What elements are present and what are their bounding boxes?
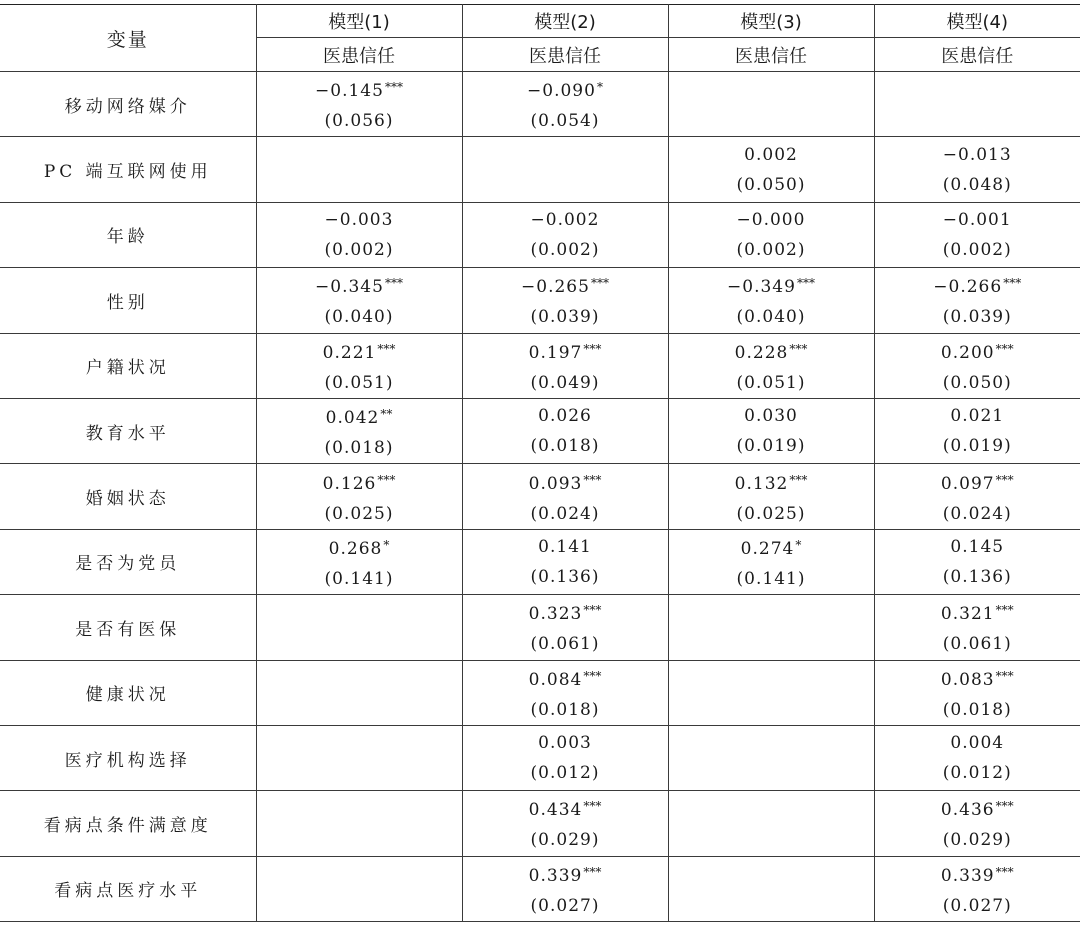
coefficient bbox=[463, 532, 668, 562]
model-4-cell bbox=[874, 202, 1080, 267]
standard-error: (0.050) bbox=[942, 372, 1012, 393]
significance-stars: *** bbox=[583, 472, 602, 487]
coefficient-value: −0.349 bbox=[727, 277, 796, 298]
model-1-cell bbox=[256, 398, 462, 463]
regression-table bbox=[0, 4, 1080, 922]
coefficient bbox=[669, 530, 874, 564]
table-row bbox=[0, 791, 1080, 856]
standard-error: (0.002) bbox=[530, 239, 600, 260]
coefficient-value: 0.268 bbox=[328, 538, 383, 559]
standard-error: (0.048) bbox=[942, 174, 1012, 195]
table-row bbox=[0, 856, 1080, 921]
standard-error: (0.056) bbox=[324, 111, 394, 132]
standard-error: (0.061) bbox=[942, 634, 1012, 655]
model-4-cell bbox=[874, 791, 1080, 856]
significance-stars: *** bbox=[995, 603, 1014, 618]
coefficient bbox=[257, 530, 462, 564]
coefficient-value: 0.097 bbox=[940, 473, 995, 494]
standard-error: (0.019) bbox=[736, 436, 806, 457]
table-row bbox=[0, 398, 1080, 463]
coefficient-value: 0.026 bbox=[538, 406, 592, 427]
variable-name: 年龄 bbox=[0, 202, 256, 267]
model-2-cell bbox=[462, 725, 668, 790]
coefficient bbox=[257, 334, 462, 368]
model-2-header: 模型(2) bbox=[462, 5, 668, 38]
significance-stars: *** bbox=[796, 276, 815, 291]
significance-stars: *** bbox=[789, 341, 808, 356]
standard-error: (0.039) bbox=[942, 307, 1012, 328]
model-4-cell bbox=[874, 725, 1080, 790]
standard-error: (0.054) bbox=[530, 111, 600, 132]
model-3-cell bbox=[668, 464, 874, 529]
model-1-cell bbox=[256, 856, 462, 921]
variable-name: 移动网络媒介 bbox=[0, 72, 256, 137]
coefficient-value: 0.002 bbox=[744, 144, 798, 165]
model-1-dependent-variable: 医患信任 bbox=[256, 38, 462, 72]
significance-stars: *** bbox=[583, 799, 602, 814]
standard-error: (0.018) bbox=[530, 436, 600, 457]
coefficient-value: 0.197 bbox=[528, 342, 583, 363]
model-3-cell bbox=[668, 791, 874, 856]
model-4-dependent-variable: 医患信任 bbox=[874, 38, 1080, 72]
significance-stars: *** bbox=[995, 472, 1014, 487]
coefficient bbox=[875, 595, 1080, 629]
coefficient bbox=[875, 532, 1080, 562]
model-3-cell bbox=[668, 529, 874, 594]
coefficient-value: 0.200 bbox=[940, 342, 995, 363]
variable-name: 性别 bbox=[0, 268, 256, 333]
standard-error: (0.049) bbox=[530, 372, 600, 393]
standard-error: (0.002) bbox=[736, 239, 806, 260]
model-2-cell bbox=[462, 791, 668, 856]
coefficient bbox=[463, 728, 668, 758]
coefficient bbox=[463, 72, 668, 106]
coefficient-value: 0.030 bbox=[744, 406, 798, 427]
standard-error: (0.039) bbox=[530, 307, 600, 328]
coefficient bbox=[257, 72, 462, 106]
standard-error: (0.040) bbox=[324, 307, 394, 328]
standard-error: (0.141) bbox=[324, 568, 394, 589]
model-1-cell bbox=[256, 791, 462, 856]
standard-error: (0.019) bbox=[942, 436, 1012, 457]
model-4-cell bbox=[874, 595, 1080, 660]
coefficient-value: 0.021 bbox=[950, 406, 1005, 427]
model-2-cell bbox=[462, 660, 668, 725]
model-2-cell bbox=[462, 529, 668, 594]
model-3-header: 模型(3) bbox=[668, 5, 874, 38]
standard-error: (0.024) bbox=[530, 503, 600, 524]
coefficient bbox=[669, 465, 874, 499]
model-2-cell bbox=[462, 202, 668, 267]
standard-error: (0.051) bbox=[324, 372, 394, 393]
significance-stars: *** bbox=[995, 799, 1014, 814]
coefficient-value: −0.145 bbox=[315, 81, 384, 102]
model-4-cell bbox=[874, 529, 1080, 594]
coefficient-value: 0.323 bbox=[528, 604, 583, 625]
significance-stars: ** bbox=[380, 407, 393, 422]
coefficient bbox=[875, 401, 1080, 431]
significance-stars: *** bbox=[590, 276, 609, 291]
significance-stars: *** bbox=[995, 341, 1014, 356]
coefficient-value: −0.003 bbox=[324, 209, 394, 230]
table-row bbox=[0, 660, 1080, 725]
coefficient bbox=[463, 205, 668, 235]
model-4-cell bbox=[874, 137, 1080, 202]
significance-stars: *** bbox=[583, 864, 602, 879]
model-4-cell bbox=[874, 72, 1080, 137]
coefficient-value: −0.001 bbox=[942, 209, 1012, 230]
standard-error: (0.027) bbox=[942, 895, 1012, 916]
table-row bbox=[0, 137, 1080, 202]
standard-error: (0.051) bbox=[736, 372, 806, 393]
coefficient bbox=[875, 857, 1080, 891]
model-1-cell bbox=[256, 595, 462, 660]
coefficient bbox=[669, 205, 874, 235]
standard-error: (0.050) bbox=[736, 174, 806, 195]
model-1-cell bbox=[256, 137, 462, 202]
coefficient bbox=[669, 140, 874, 170]
standard-error: (0.136) bbox=[530, 566, 600, 587]
significance-stars: *** bbox=[377, 472, 396, 487]
variable-name: 教育水平 bbox=[0, 398, 256, 463]
coefficient-value: 0.004 bbox=[950, 733, 1005, 754]
table-row bbox=[0, 72, 1080, 137]
variable-name: 看病点条件满意度 bbox=[0, 791, 256, 856]
model-1-cell bbox=[256, 529, 462, 594]
standard-error: (0.040) bbox=[736, 307, 806, 328]
coefficient-value: −0.345 bbox=[315, 277, 384, 298]
table-row bbox=[0, 268, 1080, 333]
coefficient bbox=[669, 401, 874, 431]
variable-name: 婚姻状态 bbox=[0, 464, 256, 529]
coefficient bbox=[257, 205, 462, 235]
model-1-cell bbox=[256, 464, 462, 529]
model-4-cell bbox=[874, 856, 1080, 921]
variable-name: 是否有医保 bbox=[0, 595, 256, 660]
coefficient bbox=[257, 399, 462, 433]
standard-error: (0.024) bbox=[942, 503, 1012, 524]
significance-stars: *** bbox=[1003, 276, 1022, 291]
coefficient bbox=[669, 268, 874, 302]
coefficient-value: −0.013 bbox=[942, 144, 1012, 165]
model-2-cell bbox=[462, 268, 668, 333]
standard-error: (0.002) bbox=[942, 239, 1012, 260]
coefficient bbox=[257, 268, 462, 302]
standard-error: (0.029) bbox=[530, 830, 600, 851]
model-4-header: 模型(4) bbox=[874, 5, 1080, 38]
table-header bbox=[0, 5, 1080, 72]
significance-stars: *** bbox=[583, 668, 602, 683]
coefficient-value: 0.339 bbox=[940, 865, 995, 886]
model-1-cell bbox=[256, 72, 462, 137]
model-4-cell bbox=[874, 333, 1080, 398]
standard-error: (0.025) bbox=[324, 503, 394, 524]
coefficient-value: 0.436 bbox=[940, 800, 995, 821]
significance-stars: * bbox=[383, 537, 390, 552]
table-row bbox=[0, 595, 1080, 660]
coefficient bbox=[875, 661, 1080, 695]
coefficient-value: 0.042 bbox=[325, 408, 380, 429]
variable-column-header: 变量 bbox=[0, 5, 256, 72]
model-3-cell bbox=[668, 333, 874, 398]
model-3-cell bbox=[668, 660, 874, 725]
coefficient-value: 0.141 bbox=[538, 536, 592, 557]
significance-stars: * bbox=[795, 537, 802, 552]
model-4-cell bbox=[874, 268, 1080, 333]
coefficient-value: 0.228 bbox=[734, 342, 789, 363]
model-1-cell bbox=[256, 333, 462, 398]
header-row-models bbox=[0, 5, 1080, 38]
coefficient bbox=[463, 791, 668, 825]
variable-name: 健康状况 bbox=[0, 660, 256, 725]
significance-stars: * bbox=[596, 80, 603, 95]
standard-error: (0.141) bbox=[736, 568, 806, 589]
coefficient-value: −0.002 bbox=[530, 209, 600, 230]
coefficient-value: 0.434 bbox=[528, 800, 583, 821]
coefficient bbox=[463, 334, 668, 368]
coefficient-value: 0.132 bbox=[734, 473, 789, 494]
significance-stars: *** bbox=[583, 341, 602, 356]
model-4-cell bbox=[874, 398, 1080, 463]
coefficient bbox=[463, 595, 668, 629]
standard-error: (0.002) bbox=[324, 239, 394, 260]
model-3-cell bbox=[668, 202, 874, 267]
standard-error: (0.012) bbox=[530, 763, 600, 784]
coefficient bbox=[257, 465, 462, 499]
coefficient bbox=[463, 401, 668, 431]
coefficient-value: −0.000 bbox=[736, 209, 806, 230]
standard-error: (0.012) bbox=[942, 763, 1012, 784]
standard-error: (0.061) bbox=[530, 634, 600, 655]
coefficient-value: −0.266 bbox=[933, 277, 1003, 298]
coefficient-value: −0.265 bbox=[521, 277, 590, 298]
table-row bbox=[0, 202, 1080, 267]
model-3-cell bbox=[668, 137, 874, 202]
model-3-cell bbox=[668, 268, 874, 333]
significance-stars: *** bbox=[583, 603, 602, 618]
significance-stars: *** bbox=[377, 341, 396, 356]
standard-error: (0.025) bbox=[736, 503, 806, 524]
coefficient-value: 0.126 bbox=[322, 473, 377, 494]
coefficient bbox=[875, 791, 1080, 825]
model-1-header: 模型(1) bbox=[256, 5, 462, 38]
model-3-cell bbox=[668, 398, 874, 463]
coefficient bbox=[669, 334, 874, 368]
variable-name: 医疗机构选择 bbox=[0, 725, 256, 790]
coefficient-value: 0.274 bbox=[740, 538, 795, 559]
model-1-cell bbox=[256, 660, 462, 725]
coefficient-value: 0.083 bbox=[940, 669, 995, 690]
model-3-dependent-variable: 医患信任 bbox=[668, 38, 874, 72]
coefficient bbox=[463, 661, 668, 695]
model-3-cell bbox=[668, 72, 874, 137]
variable-name: 是否为党员 bbox=[0, 529, 256, 594]
standard-error: (0.018) bbox=[942, 699, 1012, 720]
coefficient bbox=[875, 140, 1080, 170]
significance-stars: *** bbox=[384, 276, 403, 291]
coefficient bbox=[875, 334, 1080, 368]
coefficient-value: −0.090 bbox=[527, 81, 596, 102]
coefficient bbox=[463, 465, 668, 499]
coefficient bbox=[875, 268, 1080, 302]
standard-error: (0.018) bbox=[324, 438, 394, 459]
significance-stars: *** bbox=[995, 864, 1014, 879]
table-row bbox=[0, 529, 1080, 594]
significance-stars: *** bbox=[384, 80, 403, 95]
model-2-cell bbox=[462, 72, 668, 137]
coefficient-value: 0.093 bbox=[528, 473, 583, 494]
coefficient-value: 0.003 bbox=[538, 733, 592, 754]
significance-stars: *** bbox=[789, 472, 808, 487]
coefficient bbox=[875, 205, 1080, 235]
standard-error: (0.136) bbox=[942, 566, 1012, 587]
model-2-cell bbox=[462, 595, 668, 660]
variable-name: 看病点医疗水平 bbox=[0, 856, 256, 921]
coefficient-value: 0.145 bbox=[950, 536, 1005, 557]
table-row bbox=[0, 725, 1080, 790]
model-2-dependent-variable: 医患信任 bbox=[462, 38, 668, 72]
coefficient bbox=[463, 268, 668, 302]
coefficient-value: 0.321 bbox=[940, 604, 995, 625]
coefficient-value: 0.084 bbox=[528, 669, 583, 690]
coefficient-value: 0.339 bbox=[528, 865, 583, 886]
standard-error: (0.029) bbox=[942, 830, 1012, 851]
model-2-cell bbox=[462, 333, 668, 398]
table-body bbox=[0, 72, 1080, 922]
coefficient bbox=[875, 465, 1080, 499]
model-3-cell bbox=[668, 595, 874, 660]
model-3-cell bbox=[668, 856, 874, 921]
model-1-cell bbox=[256, 725, 462, 790]
significance-stars: *** bbox=[995, 668, 1014, 683]
model-3-cell bbox=[668, 725, 874, 790]
model-1-cell bbox=[256, 268, 462, 333]
table-row bbox=[0, 464, 1080, 529]
model-4-cell bbox=[874, 660, 1080, 725]
variable-name: PC 端互联网使用 bbox=[0, 137, 256, 202]
model-2-cell bbox=[462, 137, 668, 202]
standard-error: (0.027) bbox=[530, 895, 600, 916]
model-2-cell bbox=[462, 856, 668, 921]
coefficient bbox=[875, 728, 1080, 758]
model-2-cell bbox=[462, 398, 668, 463]
table-row bbox=[0, 333, 1080, 398]
model-1-cell bbox=[256, 202, 462, 267]
variable-name: 户籍状况 bbox=[0, 333, 256, 398]
model-2-cell bbox=[462, 464, 668, 529]
coefficient-value: 0.221 bbox=[322, 342, 377, 363]
model-4-cell bbox=[874, 464, 1080, 529]
coefficient bbox=[463, 857, 668, 891]
standard-error: (0.018) bbox=[530, 699, 600, 720]
